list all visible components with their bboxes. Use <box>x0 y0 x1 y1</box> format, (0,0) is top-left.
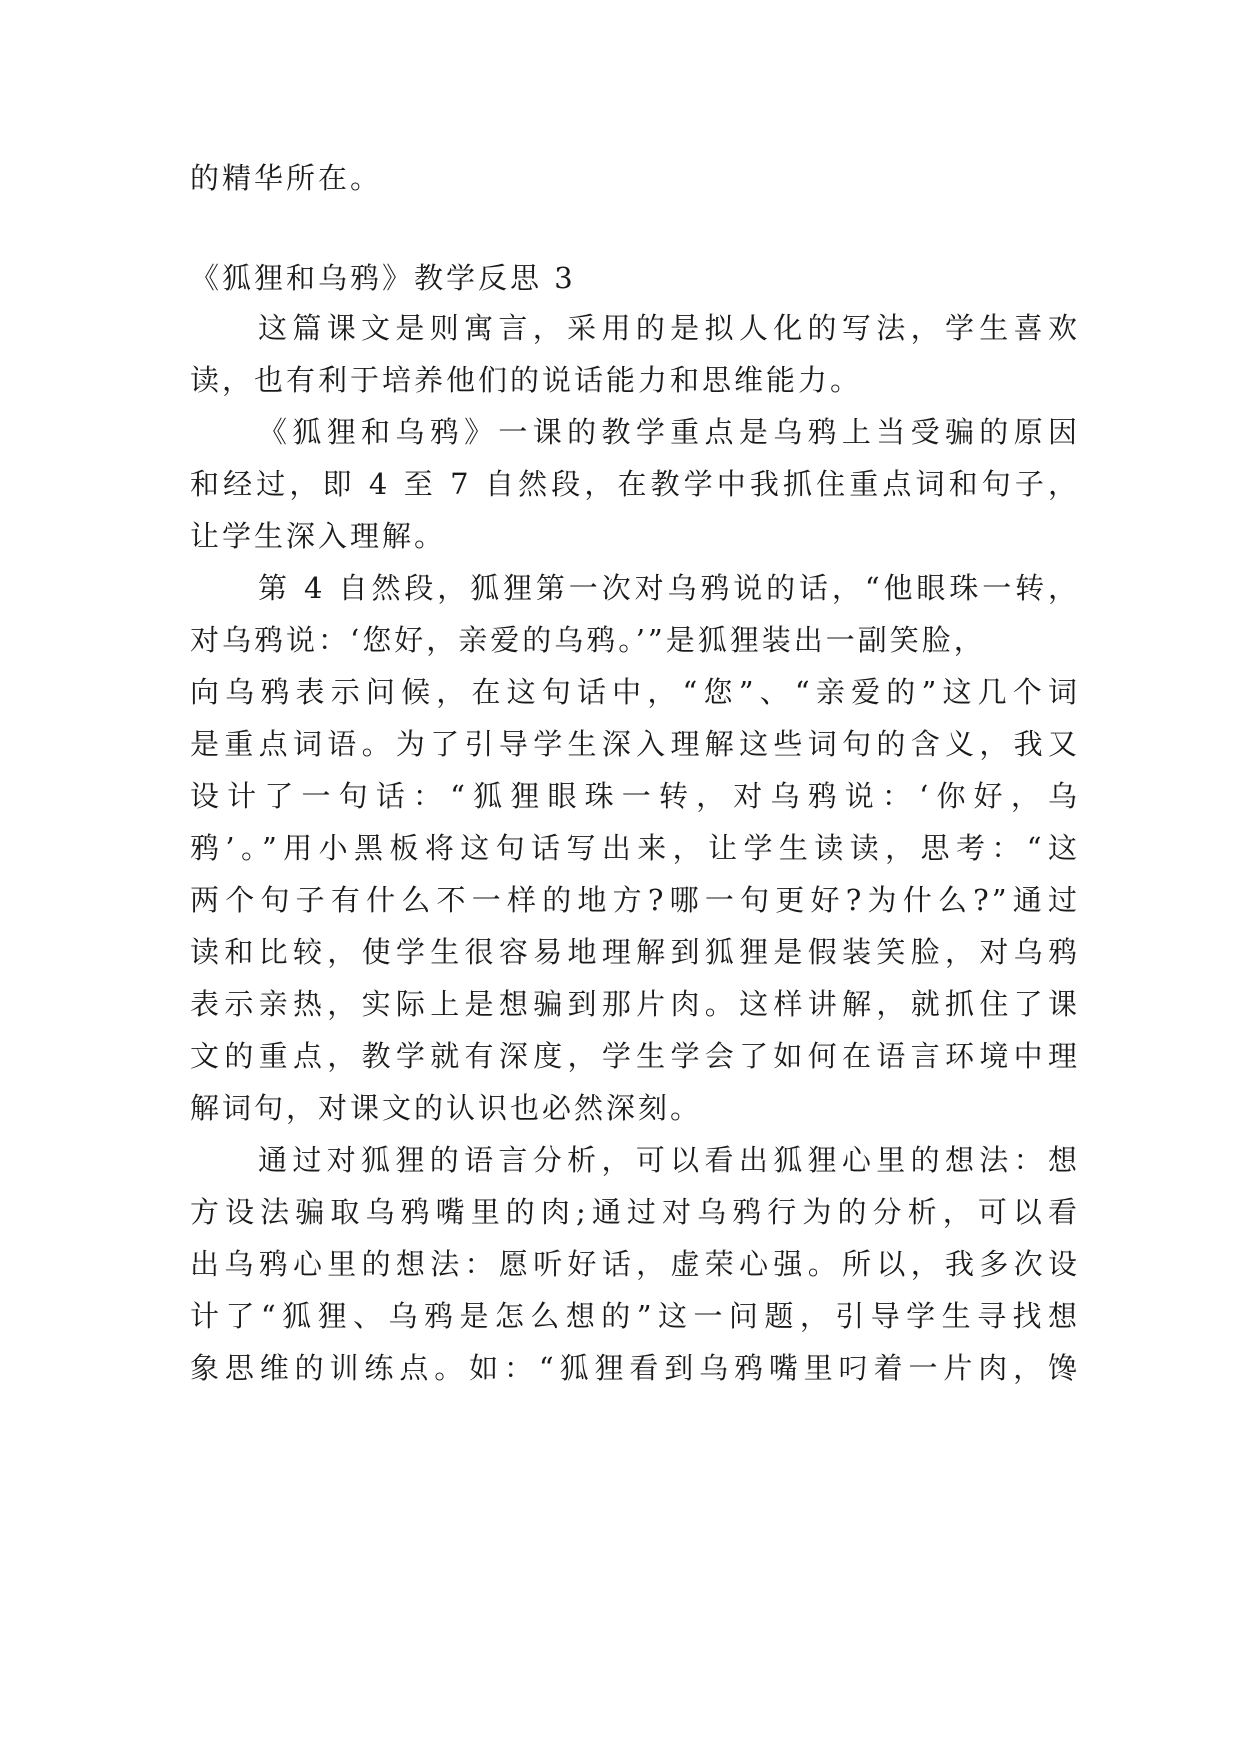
paragraph-1-line-1: 这篇课文是则寓言，采用的是拟人化的写法，学生喜欢 <box>258 311 1080 345</box>
paragraph-3-line-9: 表示亲热，实际上是想骗到那片肉。这样讲解，就抓住了课 <box>190 987 1080 1021</box>
paragraph-3-line-10: 文的重点，教学就有深度，学生学会了如何在语言环境中理 <box>190 1039 1080 1073</box>
section-title: 《狐狸和乌鸦》教学反思 3 <box>190 261 576 295</box>
paragraph-4-line-3: 出乌鸦心里的想法：愿听好话，虚荣心强。所以，我多次设 <box>190 1247 1080 1281</box>
paragraph-3-line-3: 向乌鸦表示问候，在这句话中，“您”、“亲爱的”这几个词 <box>190 675 1080 709</box>
paragraph-4-line-5: 象思维的训练点。如：“狐狸看到乌鸦嘴里叼着一片肉，馋 <box>190 1351 1080 1385</box>
paragraph-3-line-1: 第 4 自然段，狐狸第一次对乌鸦说的话，“他眼珠一转， <box>258 571 1080 605</box>
paragraph-2-line-1: 《狐狸和乌鸦》一课的教学重点是乌鸦上当受骗的原因 <box>258 415 1080 449</box>
paragraph-3-line-6: 鸦’。”用小黑板将这句话写出来，让学生读读，思考：“这 <box>190 831 1080 865</box>
paragraph-3-line-5: 设计了一句话：“狐狸眼珠一转，对乌鸦说：‘你好，乌 <box>190 779 1080 813</box>
paragraph-1-line-2: 读，也有利于培养他们的说话能力和思维能力。 <box>190 363 863 397</box>
paragraph-3-line-8: 读和比较，使学生很容易地理解到狐狸是假装笑脸，对乌鸦 <box>190 935 1080 969</box>
paragraph-3-line-4: 是重点词语。为了引导学生深入理解这些词句的含义，我又 <box>190 727 1080 761</box>
paragraph-2-line-2: 和经过，即 4 至 7 自然段，在教学中我抓住重点词和句子， <box>190 467 1080 501</box>
paragraph-3-line-7: 两个句子有什么不一样的地方?哪一句更好?为什么?”通过 <box>190 883 1080 917</box>
paragraph-4-line-4: 计了“狐狸、乌鸦是怎么想的”这一问题，引导学生寻找想 <box>190 1299 1080 1333</box>
paragraph-3-line-2: 对乌鸦说：‘您好，亲爱的乌鸦。’”是狐狸装出一副笑脸， <box>190 623 986 657</box>
paragraph-4-line-1: 通过对狐狸的语言分析，可以看出狐狸心里的想法：想 <box>258 1143 1080 1177</box>
intro-line: 的精华所在。 <box>190 161 383 195</box>
paragraph-4-line-2: 方设法骗取乌鸦嘴里的肉;通过对乌鸦行为的分析，可以看 <box>190 1195 1080 1229</box>
paragraph-2-line-3: 让学生深入理解。 <box>190 519 447 553</box>
paragraph-3-line-11: 解词句，对课文的认识也必然深刻。 <box>190 1091 703 1125</box>
